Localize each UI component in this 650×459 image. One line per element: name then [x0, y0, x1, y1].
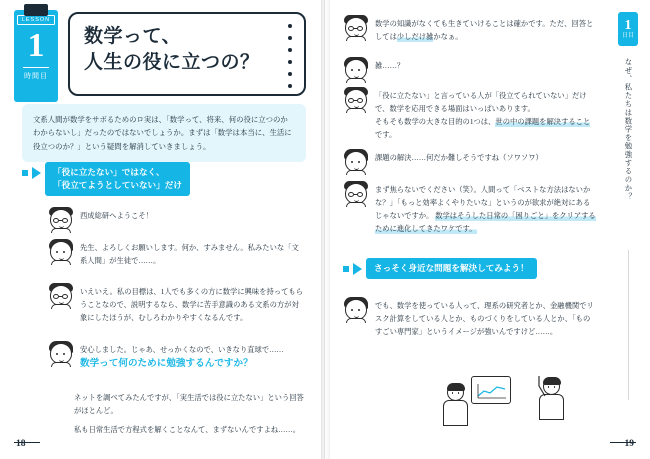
section-heading-line-1: 「役に立たない」ではなく、: [53, 167, 165, 177]
dialog-line: [343, 56, 597, 82]
person-hair: [447, 383, 465, 391]
page-number-left: 18: [16, 439, 26, 449]
lesson-badge: [14, 10, 58, 102]
dialog-text: 私も日常生活で方程式を解くことなんて、まずないんですよね……。: [74, 425, 301, 434]
dialog-text: 先生、よろしくお願いします。何か、すみません。私みたいな「文系人間」が生徒で……。: [80, 243, 299, 265]
dialog-line: [343, 296, 597, 338]
dialog-line: [74, 420, 306, 436]
person-body: [443, 400, 468, 426]
arrow-tail-icon: [22, 170, 28, 176]
lesson-unit: 時間目: [24, 73, 48, 80]
chart-icon: [477, 383, 507, 399]
avatar-face-host: [343, 14, 369, 40]
section-heading-left: [22, 162, 190, 196]
avatar-face-guest: [343, 148, 369, 174]
chapter-tab-number: 1: [624, 17, 632, 33]
avatar: [343, 14, 369, 43]
avatar-face-guest: [343, 56, 369, 82]
pointing-arm: [535, 372, 575, 428]
dialog-line: [48, 238, 306, 267]
dialog-text-part: そもそも数学の大きな目的の1つは、: [375, 117, 496, 126]
avatar: [343, 56, 369, 82]
dialog-line: [48, 282, 306, 324]
section-heading-text: さっそく身近な問題を解決してみよう！: [366, 258, 537, 279]
page-number-right: 19: [624, 439, 634, 449]
dialog-emphasis: 数学って何のために勉強するんですか？: [80, 358, 253, 369]
dialog-text: 課題の解決……何だか難しそうですね（ソワソワ）: [375, 153, 543, 162]
badge-divider: [23, 67, 49, 68]
avatar-face-guest: [48, 238, 74, 264]
dialog-line: [343, 86, 597, 141]
dialog-line: [48, 206, 306, 232]
page-title: [68, 12, 306, 96]
dialog-text: 西成総研へようこそ！: [80, 211, 153, 220]
avatar-face-guest: [343, 296, 369, 322]
avatar: [48, 238, 74, 267]
avatar-face-host: [48, 282, 74, 308]
dialog-text: [80, 340, 284, 372]
dialog-text-part: 安心しました。じゃあ、せっかくなので、いきなり直球で……: [80, 345, 284, 354]
arrow-right-icon: [353, 263, 362, 275]
avatar-face-host: [343, 180, 369, 206]
section-heading-text: [45, 162, 190, 196]
dialog-text-part: 数学の知識がなくても生きていけることは確かです。ただ、回答としては: [375, 19, 594, 41]
section-heading-right: [343, 258, 537, 279]
avatar: [48, 340, 74, 372]
avatar: [343, 180, 369, 235]
dialog-line: [343, 148, 597, 174]
dialog-line: [343, 180, 597, 235]
chapter-tab: [618, 12, 638, 46]
dialog-text: [375, 180, 597, 235]
lesson-label: LESSON: [17, 15, 55, 25]
lesson-number: 1: [27, 27, 45, 64]
running-head-vertical: なぜ、私たちは数学を勉強するのか？: [624, 58, 633, 201]
dialog-text-part: かなぁ。: [433, 32, 463, 41]
arrow-tail-icon: [343, 266, 349, 272]
illustration-chart-board: [471, 376, 511, 404]
lead-paragraph-box: [22, 104, 306, 162]
title-line-2: 人生の役に立つの？: [84, 52, 260, 73]
avatar-face-host: [343, 86, 369, 112]
dialog-text-part: 「役に立たない」と言っている人が「役立てられていない」だけで、数学を応用できる場面はいっぱいあります。: [375, 91, 587, 113]
side-divider: [628, 250, 629, 400]
illustration-two-people: [443, 366, 593, 438]
dialog-highlight: 少しだけ雑: [396, 32, 434, 41]
right-page: [325, 0, 650, 459]
dialog-text: でも、数学を使っている人って、理系の研究者とか、金融機関でリスク計算をしている人とか、ものづくりをしている人とか、「ものすごい専門家」というイメージが強いんですけど……。: [375, 301, 594, 336]
clip-icon: [24, 4, 48, 16]
avatar: [343, 148, 369, 174]
avatar: [343, 86, 369, 141]
dialog-text: [375, 86, 597, 141]
lead-paragraph: 文系人間が数学をサボるためのロ実は、「数学って、将来、何の役に立つのかわからないし」だったのではないでしょうか。まずは「数学は本当に、生活に役立つのか？」という疑問を解消していきましょう。: [33, 115, 292, 151]
dialog-highlight: 数学はそうした日常の「困りごと」をクリアするために進化してきたワケです。: [375, 211, 596, 233]
avatar: [48, 282, 74, 324]
section-heading-line-2: 「役立てようとしていない」だけ: [53, 180, 182, 190]
avatar-face-host: [48, 206, 74, 232]
title-line-1: 数学って、: [84, 26, 182, 47]
dialog-line: [74, 388, 306, 417]
dialog-line: [343, 14, 597, 43]
avatar: [343, 296, 369, 338]
dialog-text: いえいえ。私の目標は、1人でも多くの方に数学に興味を持ってもらうことなので、説明するなら、数学に苦手意識のある文系の方が対象にしたほうが、むしろわかりやすくなるんです。: [80, 287, 303, 322]
avatar-face-guest: [48, 340, 74, 366]
dialog-text: [375, 14, 597, 43]
dialog-highlight: 世の中の課題を解決すること: [495, 117, 591, 126]
avatar: [48, 206, 74, 232]
dialog-text: ネットを調べてみたんですが、「実生活では役に立たない」という回答がほとんど。: [74, 393, 304, 415]
dialog-text-part: です。: [375, 130, 397, 139]
dialog-line: [48, 340, 306, 372]
decorative-dots: [288, 24, 294, 88]
dialog-text: 雑……？: [375, 61, 405, 70]
dialog-text-part: まず焦らないでください（笑）。人間って「ベストな方法はないかな？」「もっと効率よくやりたいな」というのが欲求が絶対にあるじゃないですか。: [375, 185, 591, 220]
arrow-right-icon: [32, 167, 41, 179]
chapter-tab-unit: 日目: [621, 32, 634, 39]
